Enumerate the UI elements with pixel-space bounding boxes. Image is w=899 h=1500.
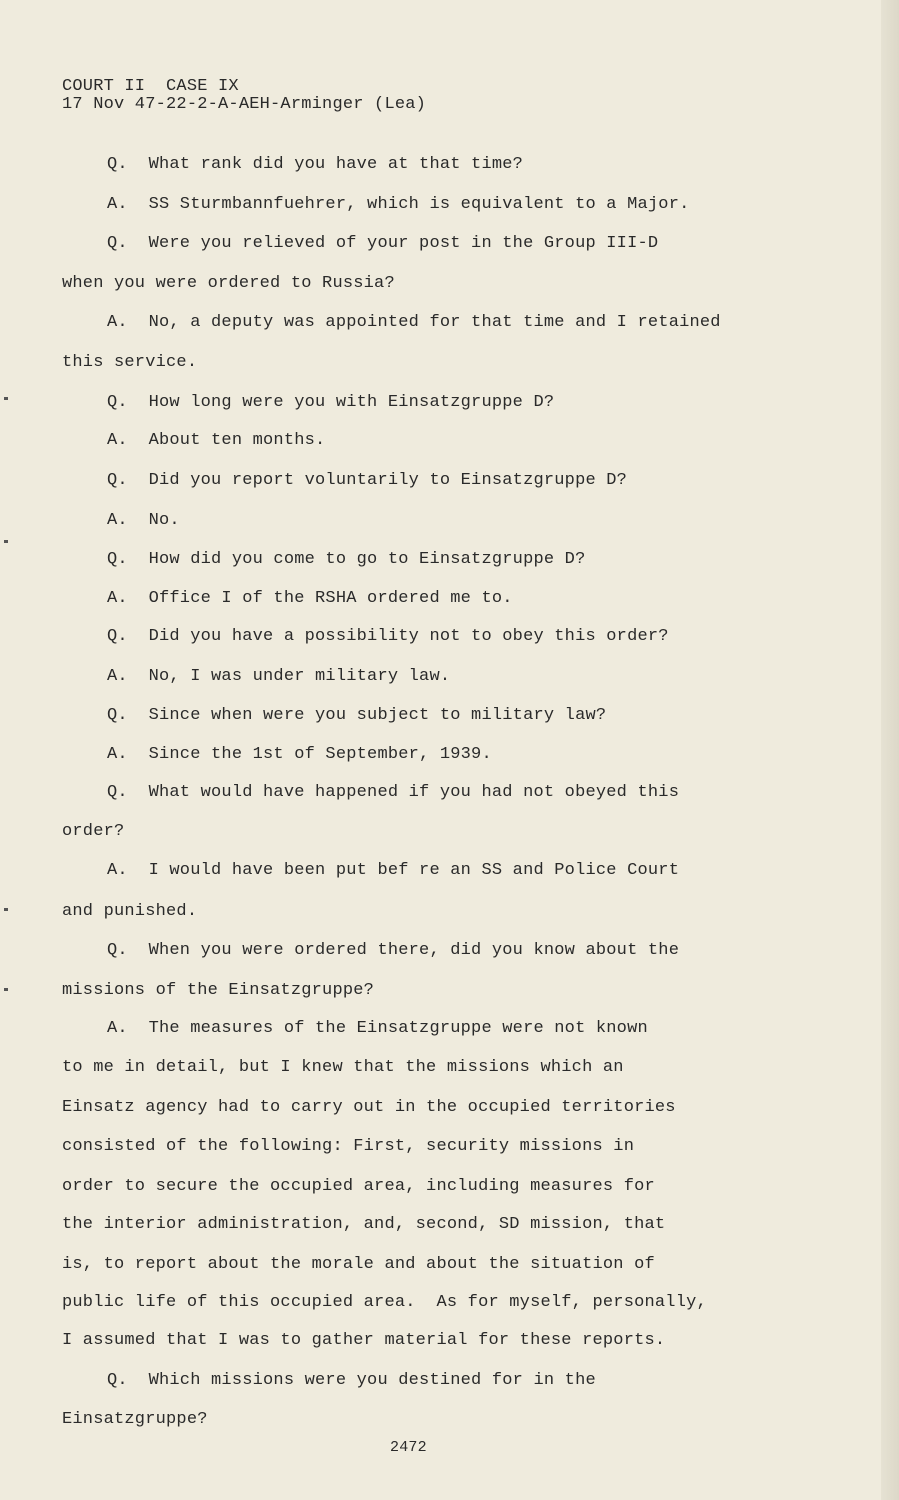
transcript-line: to me in detail, but I knew that the missions which an [62,1058,624,1077]
header-court-case: COURT II CASE IX [62,77,239,96]
transcript-line: A. No. [107,511,180,530]
transcript-line: order? [62,822,125,841]
transcript-line: Einsatzgruppe? [62,1410,208,1429]
document-header [62,78,426,114]
transcript-line: Q. Which missions were you destined for in the [107,1371,596,1390]
transcript-line: A. The measures of the Einsatzgruppe were not known [107,1019,648,1038]
transcript-line: Q. What rank did you have at that time? [107,155,524,174]
transcript-line: this service. [62,353,198,372]
transcript-line: and punished. [62,902,198,921]
transcript-line: A. About ten months. [107,431,326,450]
transcript-line: Q. Did you report voluntarily to Einsatzgruppe D? [107,471,628,490]
transcript-line: order to secure the occupied area, including measures for [62,1177,655,1196]
page-number: 2472 [390,1439,427,1456]
transcript-line: Q. Were you relieved of your post in the Group III-D [107,234,659,253]
transcript-line: is, to report about the morale and about the situation of [62,1255,655,1274]
page-edge [881,0,899,1500]
transcript-line: Q. Did you have a possibility not to obey this order? [107,627,669,646]
transcript-line: A. SS Sturmbannfuehrer, which is equivalent to a Major. [107,195,690,214]
transcript-line: A. I would have been put bef re an SS and Police Court [107,861,680,880]
transcript-line: Q. How did you come to go to Einsatzgruppe D? [107,550,586,569]
header-reference: 17 Nov 47-22-2-A-AEH-Arminger (Lea) [62,95,427,114]
transcript-line: consisted of the following: First, security missions in [62,1137,635,1156]
transcript-line: Q. What would have happened if you had not obeyed this [107,783,680,802]
transcript-line: A. No, I was under military law. [107,667,451,686]
margin-mark [4,988,8,991]
transcript-line: I assumed that I was to gather material for these reports. [62,1331,666,1350]
margin-mark [4,397,8,400]
transcript-line: A. Office I of the RSHA ordered me to. [107,589,513,608]
transcript-line: missions of the Einsatzgruppe? [62,981,375,1000]
transcript-line: A. Since the 1st of September, 1939. [107,745,492,764]
transcript-line: A. No, a deputy was appointed for that time and I retained [107,313,721,332]
transcript-line: the interior administration, and, second, SD mission, that [62,1215,666,1234]
transcript-line: Q. When you were ordered there, did you know about the [107,941,680,960]
transcript-line: public life of this occupied area. As for myself, personally, [62,1293,707,1312]
transcript-line: Q. Since when were you subject to military law? [107,706,607,725]
transcript-line: Einsatz agency had to carry out in the occupied territories [62,1098,676,1117]
margin-mark [4,908,8,911]
transcript-line: Q. How long were you with Einsatzgruppe D? [107,393,555,412]
transcript-line: when you were ordered to Russia? [62,274,395,293]
margin-mark [4,540,8,543]
